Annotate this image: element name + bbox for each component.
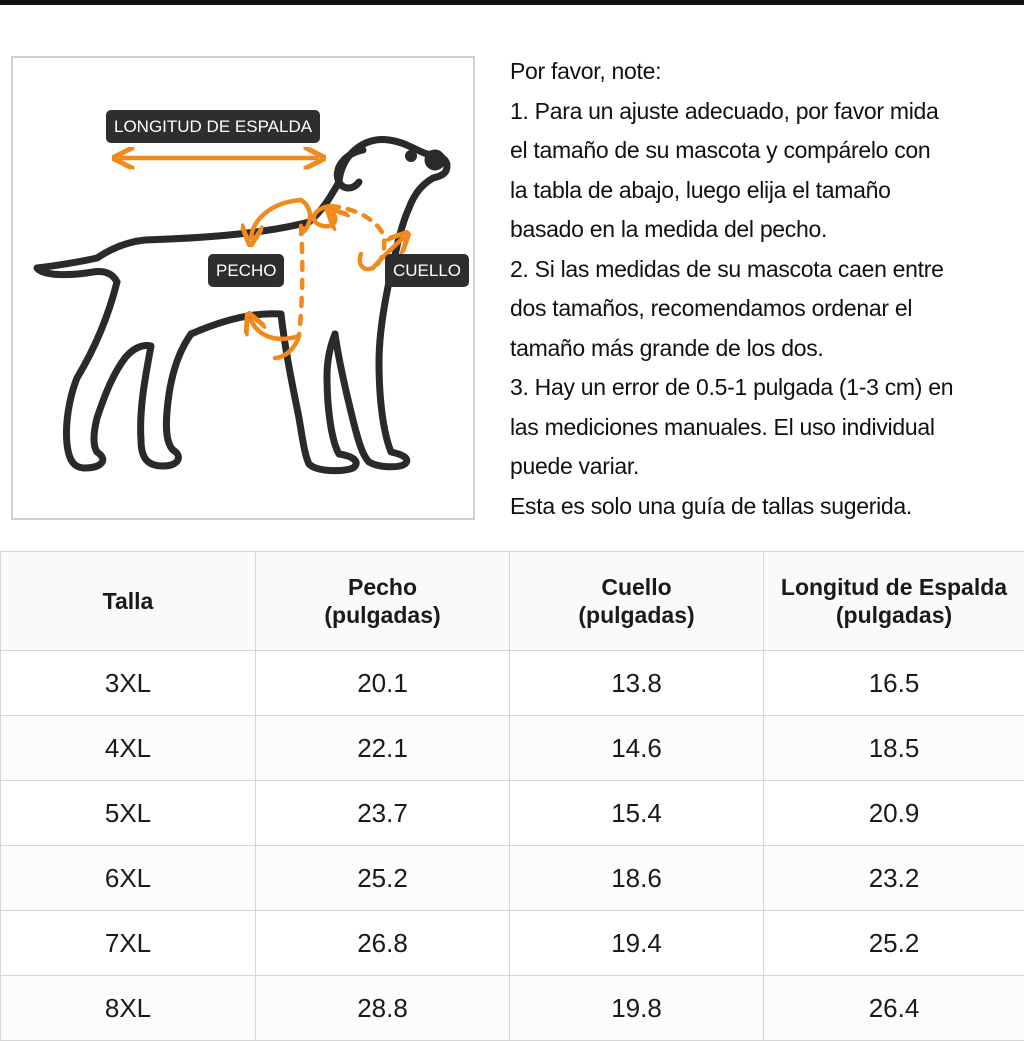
- notes-line: 1. Para un ajuste adecuado, por favor mida: [510, 92, 1024, 132]
- notes-line: la tabla de abajo, luego elija el tamaño: [510, 171, 1024, 211]
- table-header-row: [1, 552, 1024, 651]
- cell-chest: 23.7: [256, 781, 510, 846]
- header-back-length: Longitud de Espalda (pulgadas): [764, 552, 1024, 651]
- label-back-length: LONGITUD DE ESPALDA: [106, 110, 320, 143]
- notes-line: Esta es solo una guía de tallas sugerida.: [510, 487, 1024, 527]
- table-row: [1, 911, 1024, 976]
- measurement-diagram: [11, 56, 475, 520]
- table-row: [1, 846, 1024, 911]
- notes-line: puede variar.: [510, 447, 1024, 487]
- top-rule: [0, 0, 1024, 5]
- notes-line: las mediciones manuales. El uso individual: [510, 408, 1024, 448]
- cell-back-length: 16.5: [764, 651, 1024, 716]
- cell-size: 8XL: [1, 976, 256, 1041]
- cell-back-length: 25.2: [764, 911, 1024, 976]
- cell-back-length: 18.5: [764, 716, 1024, 781]
- header-chest: Pecho (pulgadas): [256, 552, 510, 651]
- cell-neck: 19.8: [510, 976, 764, 1041]
- header-neck: Cuello (pulgadas): [510, 552, 764, 651]
- cell-back-length: 26.4: [764, 976, 1024, 1041]
- notes-heading: Por favor, note:: [510, 52, 1024, 92]
- cell-size: 6XL: [1, 846, 256, 911]
- cell-chest: 20.1: [256, 651, 510, 716]
- label-neck: CUELLO: [385, 254, 469, 287]
- size-chart-table: [0, 551, 1024, 1041]
- cell-chest: 25.2: [256, 846, 510, 911]
- notes-line: 3. Hay un error de 0.5-1 pulgada (1-3 cm) en: [510, 368, 1024, 408]
- cell-size: 5XL: [1, 781, 256, 846]
- notes-line: tamaño más grande de los dos.: [510, 329, 1024, 369]
- notes-line: dos tamaños, recomendamos ordenar el: [510, 289, 1024, 329]
- cell-chest: 28.8: [256, 976, 510, 1041]
- cell-size: 4XL: [1, 716, 256, 781]
- cell-back-length: 23.2: [764, 846, 1024, 911]
- header-size: Talla: [1, 552, 256, 651]
- table-row: [1, 781, 1024, 846]
- cell-neck: 15.4: [510, 781, 764, 846]
- table-row: [1, 976, 1024, 1041]
- cell-back-length: 20.9: [764, 781, 1024, 846]
- cell-size: 3XL: [1, 651, 256, 716]
- notes-line: 2. Si las medidas de su mascota caen entre: [510, 250, 1024, 290]
- cell-neck: 19.4: [510, 911, 764, 976]
- cell-chest: 26.8: [256, 911, 510, 976]
- table-row: [1, 716, 1024, 781]
- notes-line: basado en la medida del pecho.: [510, 210, 1024, 250]
- notes-line: el tamaño de su mascota y compárelo con: [510, 131, 1024, 171]
- dog-outline: [37, 139, 447, 470]
- cell-neck: 18.6: [510, 846, 764, 911]
- table-row: [1, 651, 1024, 716]
- cell-neck: 14.6: [510, 716, 764, 781]
- cell-neck: 13.8: [510, 651, 764, 716]
- notes-section: [510, 52, 1024, 526]
- cell-chest: 22.1: [256, 716, 510, 781]
- cell-size: 7XL: [1, 911, 256, 976]
- label-chest: PECHO: [208, 254, 284, 287]
